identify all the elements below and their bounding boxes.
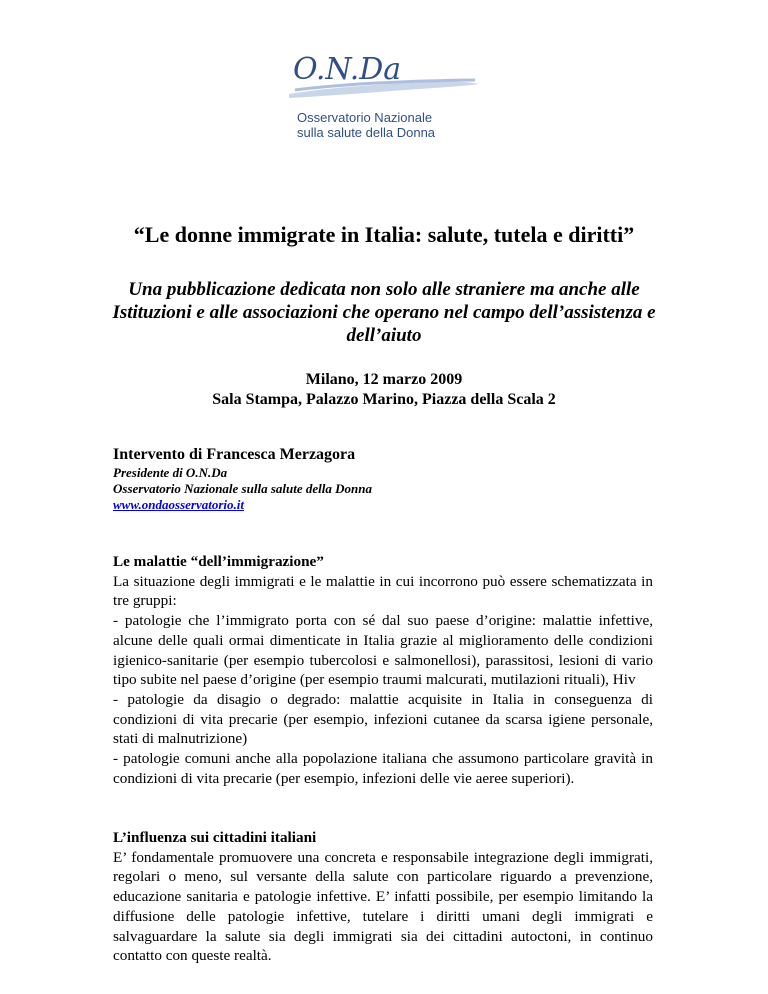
website-link[interactable]: www.ondaosservatorio.it [113, 497, 244, 512]
list-item: - patologie che l’immigrato porta con sé dal suo paese d’origine: malattie infettive, alcune delle quali ormai dimenticate in Italia grazie al miglioramento delle condizioni igienico-sanitarie (per esempio tubercolosi e salmonellosi), parassitosi, lesioni di vario tipo subite nel paese d’origine (per esempio traumi malcurati, mutilazioni rituali), Hiv [113, 612, 653, 689]
section-immigration-diseases [113, 552, 653, 788]
section-body: E’ fondamentale promuovere una concreta e responsabile integrazione degli immigrati, regolari o meno, sul versante della salute con particolare riguardo a prevenzione, educazione sanitaria e patologie infettive. E’ infatti possibile, per esempio limitando la diffusione delle patologie infettive, tutelare i diritti umani degli immigrati e salvaguardare la salute sia degli immigrati sia dei cittadini autoctoni, in continuo contatto con queste realtà. [113, 848, 653, 965]
event-info [0, 370, 768, 410]
speaker-organization: Osservatorio Nazionale sulla salute della Donna [113, 481, 372, 496]
logo-line-2: sulla salute della Donna [297, 125, 436, 140]
section-intro: La situazione degli immigrati e le malattie in cui incorrono può essere schematizzata in tre gruppi: [113, 572, 653, 610]
event-date: Milano, 12 marzo 2009 [305, 371, 463, 388]
event-venue: Sala Stampa, Palazzo Marino, Piazza della Scala 2 [212, 391, 556, 408]
document-subtitle: Una pubblicazione dedicata non solo alle straniere ma anche alle Istituzioni e alle associazioni che operano nel campo dell’assistenza e dell’aiuto [112, 279, 656, 346]
onda-logo [285, 48, 482, 140]
logo-line-1: Osservatorio Nazionale [297, 110, 433, 125]
document-title: “Le donne immigrate in Italia: salute, tutela e diritti” [133, 222, 635, 247]
section-italian-citizens [113, 828, 653, 966]
list-item: - patologie da disagio o degrado: malattie acquisite in Italia in conseguenza di condizioni di vita precarie (per esempio, infezioni cutanee da scarsa igiene personale, stati di malnutrizione) [113, 690, 653, 748]
speaker-role: Presidente di O.N.Da [113, 465, 228, 480]
logo-wordmark: O.N.Da [293, 52, 402, 87]
speaker-intro: Intervento di Francesca Merzagora [113, 446, 356, 463]
section-heading: L’influenza sui cittadini italiani [113, 829, 317, 846]
list-item: - patologie comuni anche alla popolazione italiana che assumono particolare gravità in condizioni di vita precarie (per esempio, infezioni delle vie aeree superiori). [113, 750, 653, 787]
section-heading: Le malattie “dell’immigrazione” [113, 553, 324, 570]
speaker-block [113, 445, 673, 513]
